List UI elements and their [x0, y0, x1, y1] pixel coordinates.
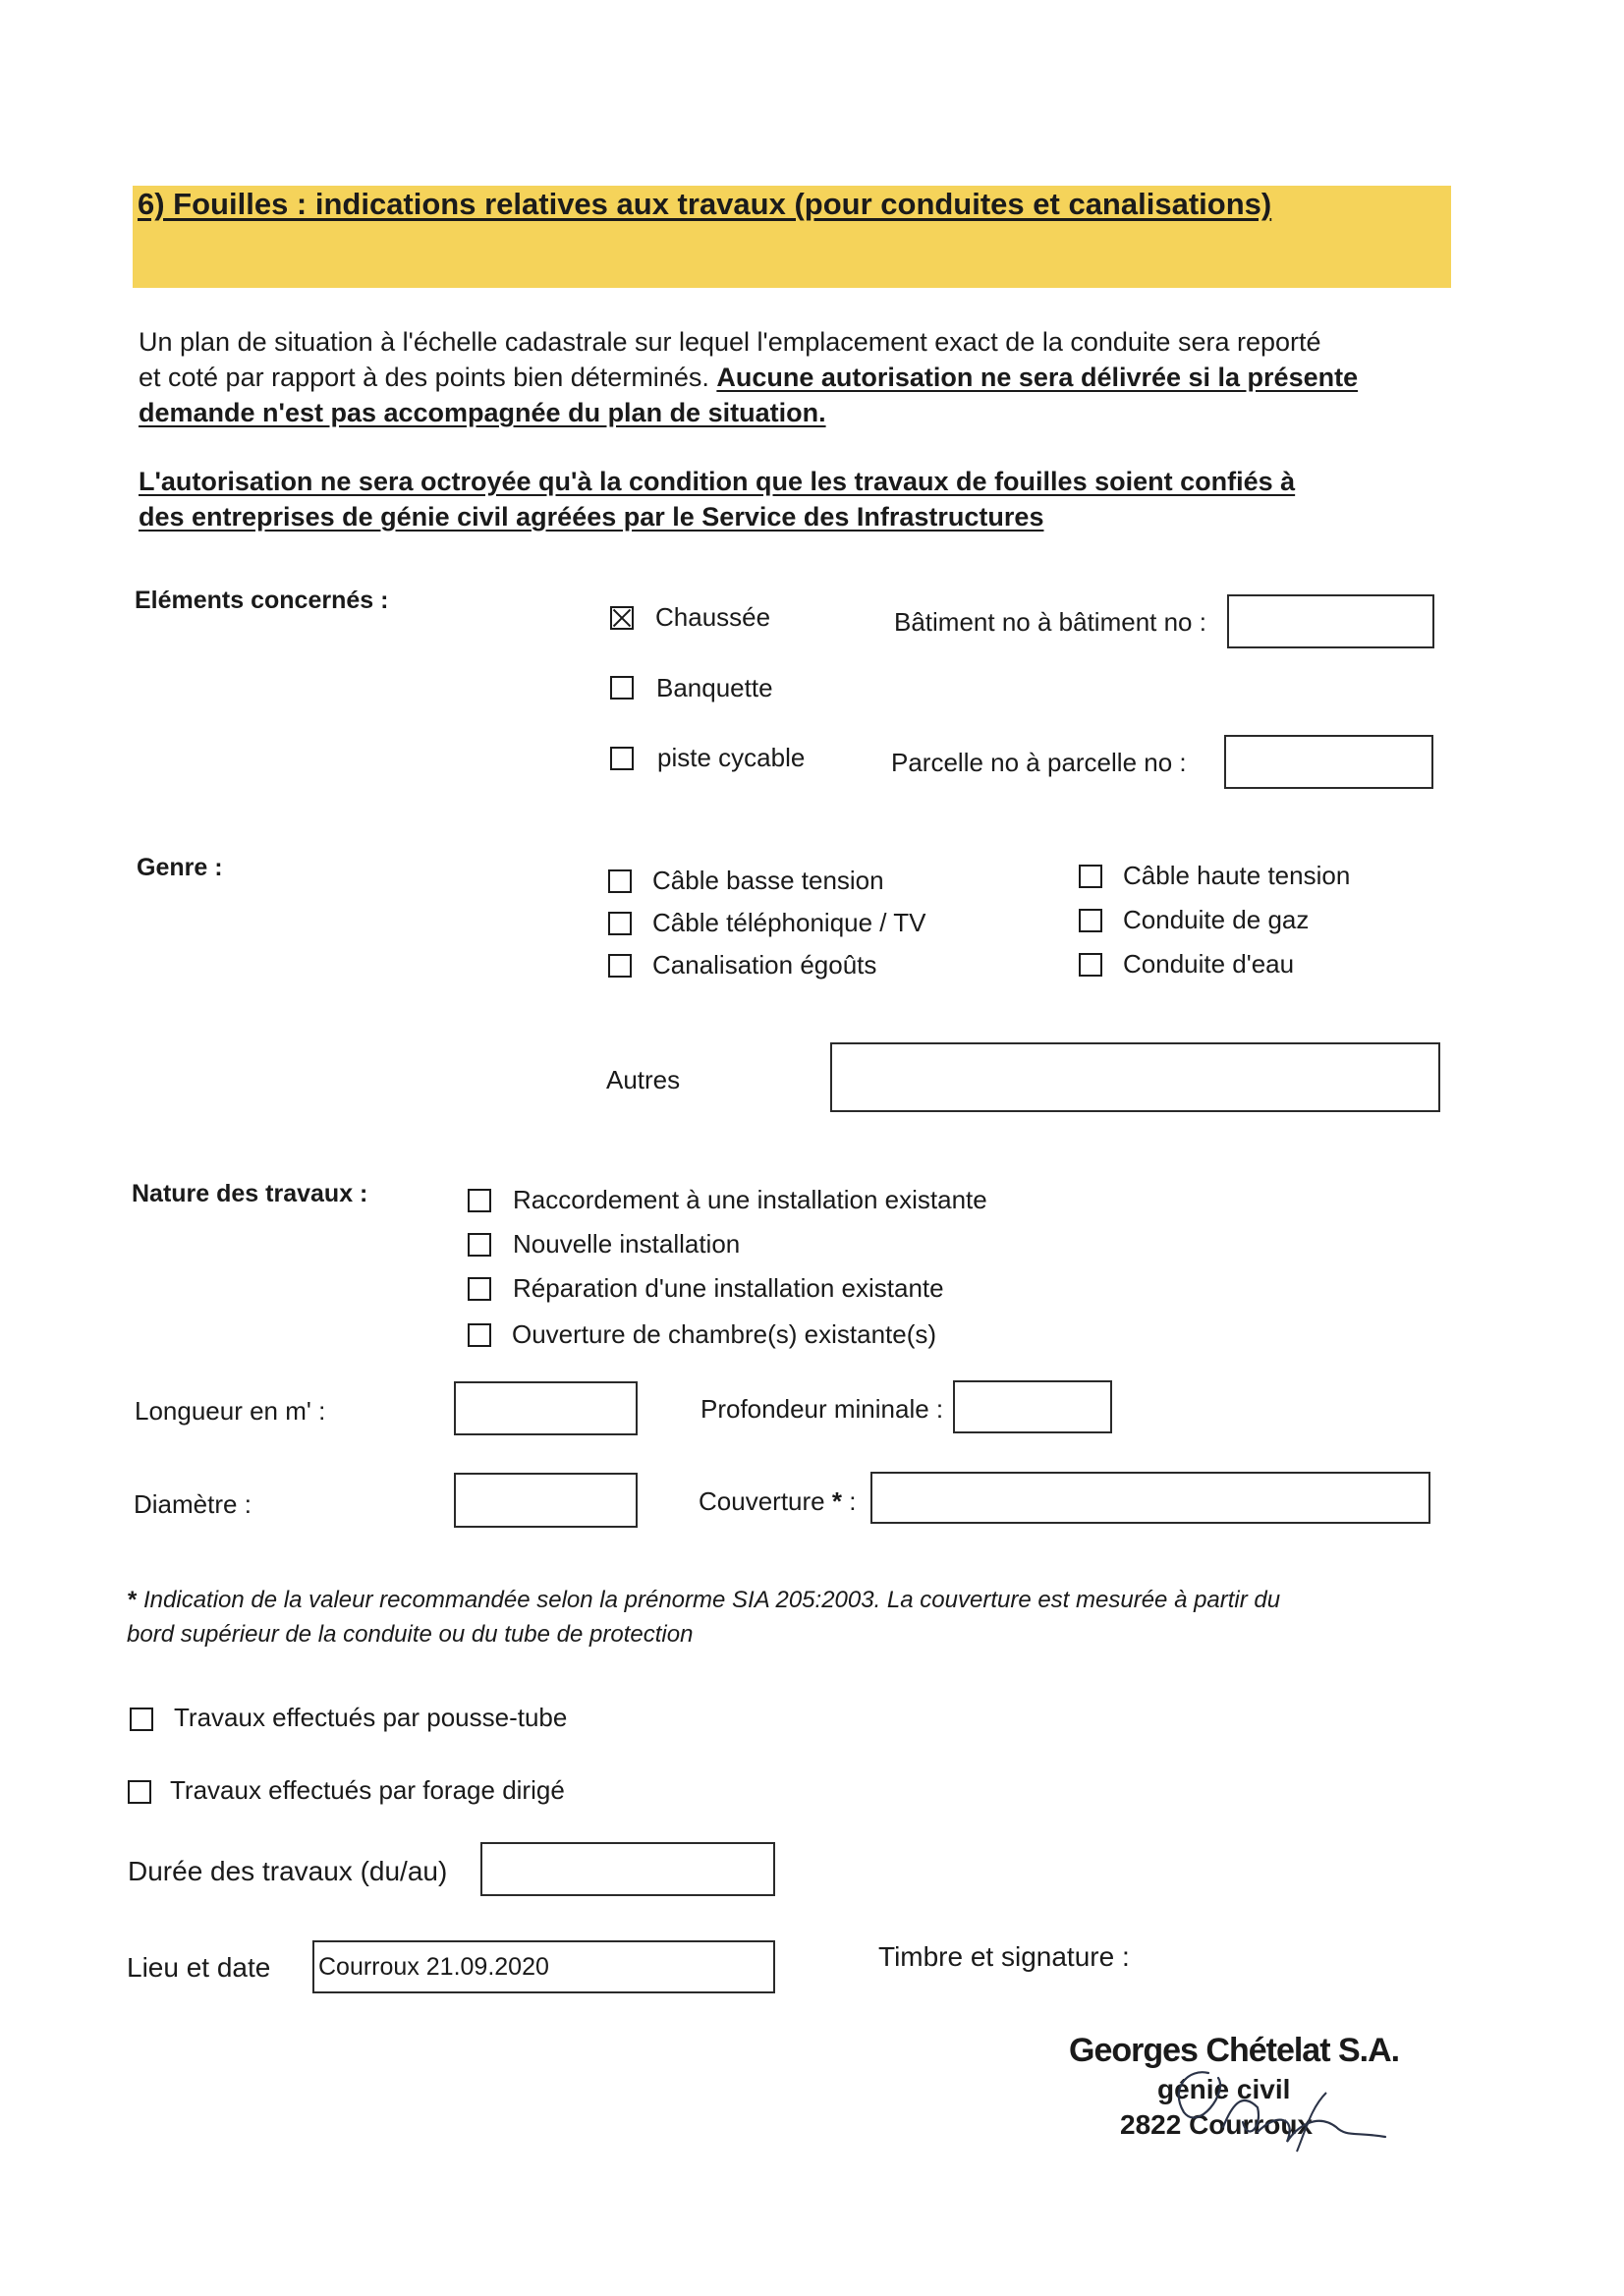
checkbox-chaussee[interactable]	[610, 606, 634, 630]
couverture-label	[699, 1486, 856, 1517]
checkbox-nouvelle-installation[interactable]	[468, 1233, 491, 1257]
intro-warning-bold: Aucune autorisation ne sera délivrée si la présente	[716, 363, 1359, 392]
batiment-label: Bâtiment no à bâtiment no :	[894, 607, 1206, 637]
footnote-line-1	[128, 1584, 1280, 1617]
checkbox-conduite-eau[interactable]	[1079, 953, 1102, 977]
checkbox-raccordement[interactable]	[468, 1189, 491, 1212]
footnote-line-2: bord supérieur de la conduite ou du tube de protection	[127, 1621, 694, 1648]
checkbox-banquette[interactable]	[610, 676, 634, 700]
parcelle-label: Parcelle no à parcelle no :	[891, 748, 1187, 777]
longueur-label: Longueur en m' :	[135, 1396, 326, 1426]
checkbox-cable-telephonique[interactable]	[608, 912, 632, 935]
handwritten-signature	[1149, 2034, 1395, 2171]
stamp-line-3: 2822 Courroux	[1120, 2109, 1314, 2140]
footnote-text-1: Indication de la valeur recommandée selon la prénorme SIA 205:2003. La couverture est mesurée à partir du	[137, 1587, 1281, 1613]
duree-label: Durée des travaux (du/au)	[128, 1856, 448, 1886]
option-cable-telephonique-label: Câble téléphonique / TV	[652, 908, 926, 937]
option-conduite-gaz-label: Conduite de gaz	[1123, 905, 1310, 934]
lieu-date-label: Lieu et date	[127, 1952, 271, 1983]
option-ouverture-chambres-label: Ouverture de chambre(s) existante(s)	[512, 1319, 937, 1349]
profondeur-field[interactable]	[953, 1380, 1112, 1433]
genre-label: Genre :	[137, 854, 223, 881]
option-cable-haute-tension-label: Câble haute tension	[1123, 861, 1351, 890]
option-banquette-label: Banquette	[656, 673, 773, 702]
signature-label: Timbre et signature :	[878, 1941, 1130, 1972]
condition-line-1: L'autorisation ne sera octroyée qu'à la condition que les travaux de fouilles soient confiés à	[139, 467, 1296, 496]
option-cable-basse-tension-label: Câble basse tension	[652, 866, 884, 895]
intro-line-2-plain: et coté par rapport à des points bien déterminés.	[139, 363, 717, 392]
couverture-star: *	[831, 1486, 842, 1516]
footnote-star: *	[128, 1587, 138, 1613]
duree-field[interactable]	[480, 1842, 775, 1896]
checkbox-canalisation-egouts[interactable]	[608, 954, 632, 978]
stamp-line-2: génie civil	[1157, 2074, 1291, 2104]
longueur-field[interactable]	[454, 1381, 638, 1435]
checkbox-forage-dirige[interactable]	[128, 1780, 151, 1804]
couverture-field[interactable]	[870, 1472, 1430, 1524]
option-forage-dirige-label: Travaux effectués par forage dirigé	[170, 1775, 565, 1805]
option-nouvelle-installation-label: Nouvelle installation	[513, 1229, 741, 1259]
section-title: 6) Fouilles : indications relatives aux travaux (pour conduites et canalisations)	[138, 187, 1272, 221]
checkbox-conduite-gaz[interactable]	[1079, 909, 1102, 932]
option-raccordement-label: Raccordement à une installation existante	[513, 1185, 987, 1214]
parcelle-field[interactable]	[1224, 735, 1433, 789]
checkbox-piste-cyclable[interactable]	[610, 747, 634, 770]
option-reparation-label: Réparation d'une installation existante	[513, 1273, 944, 1303]
autres-label: Autres	[606, 1065, 681, 1094]
option-chaussee-label: Chaussée	[655, 602, 771, 632]
stamp-company-name: Georges Chételat S.A.	[1069, 2032, 1400, 2069]
checkbox-ouverture-chambres[interactable]	[468, 1323, 491, 1347]
nature-label: Nature des travaux :	[132, 1180, 368, 1207]
checkbox-cable-haute-tension[interactable]	[1079, 865, 1102, 888]
intro-line-1: Un plan de situation à l'échelle cadastrale sur lequel l'emplacement exact de la conduite sera reporté	[139, 327, 1321, 357]
lieu-date-value: Courroux 21.09.2020	[318, 1953, 549, 1981]
condition-line-2: des entreprises de génie civil agréées par le Service des Infrastructures	[139, 502, 1044, 532]
lieu-date-field[interactable]	[312, 1940, 775, 1993]
checkbox-cable-basse-tension[interactable]	[608, 869, 632, 893]
option-pousse-tube-label: Travaux effectués par pousse-tube	[174, 1703, 568, 1732]
couverture-colon: :	[849, 1486, 857, 1516]
option-canalisation-egouts-label: Canalisation égoûts	[652, 950, 877, 980]
autres-field[interactable]	[830, 1042, 1440, 1112]
batiment-field[interactable]	[1227, 594, 1434, 648]
profondeur-label: Profondeur mininale :	[700, 1394, 944, 1424]
checkbox-reparation[interactable]	[468, 1277, 491, 1301]
intro-line-2	[139, 360, 1358, 395]
checkbox-pousse-tube[interactable]	[130, 1708, 153, 1731]
couverture-label-text: Couverture	[699, 1486, 825, 1516]
option-conduite-eau-label: Conduite d'eau	[1123, 949, 1295, 979]
option-piste-cyclable-label: piste cycable	[657, 743, 806, 772]
elements-label: Eléments concernés :	[135, 587, 389, 614]
diametre-label: Diamètre :	[134, 1489, 252, 1519]
diametre-field[interactable]	[454, 1473, 638, 1528]
intro-line-3: demande n'est pas accompagnée du plan de situation.	[139, 398, 826, 427]
